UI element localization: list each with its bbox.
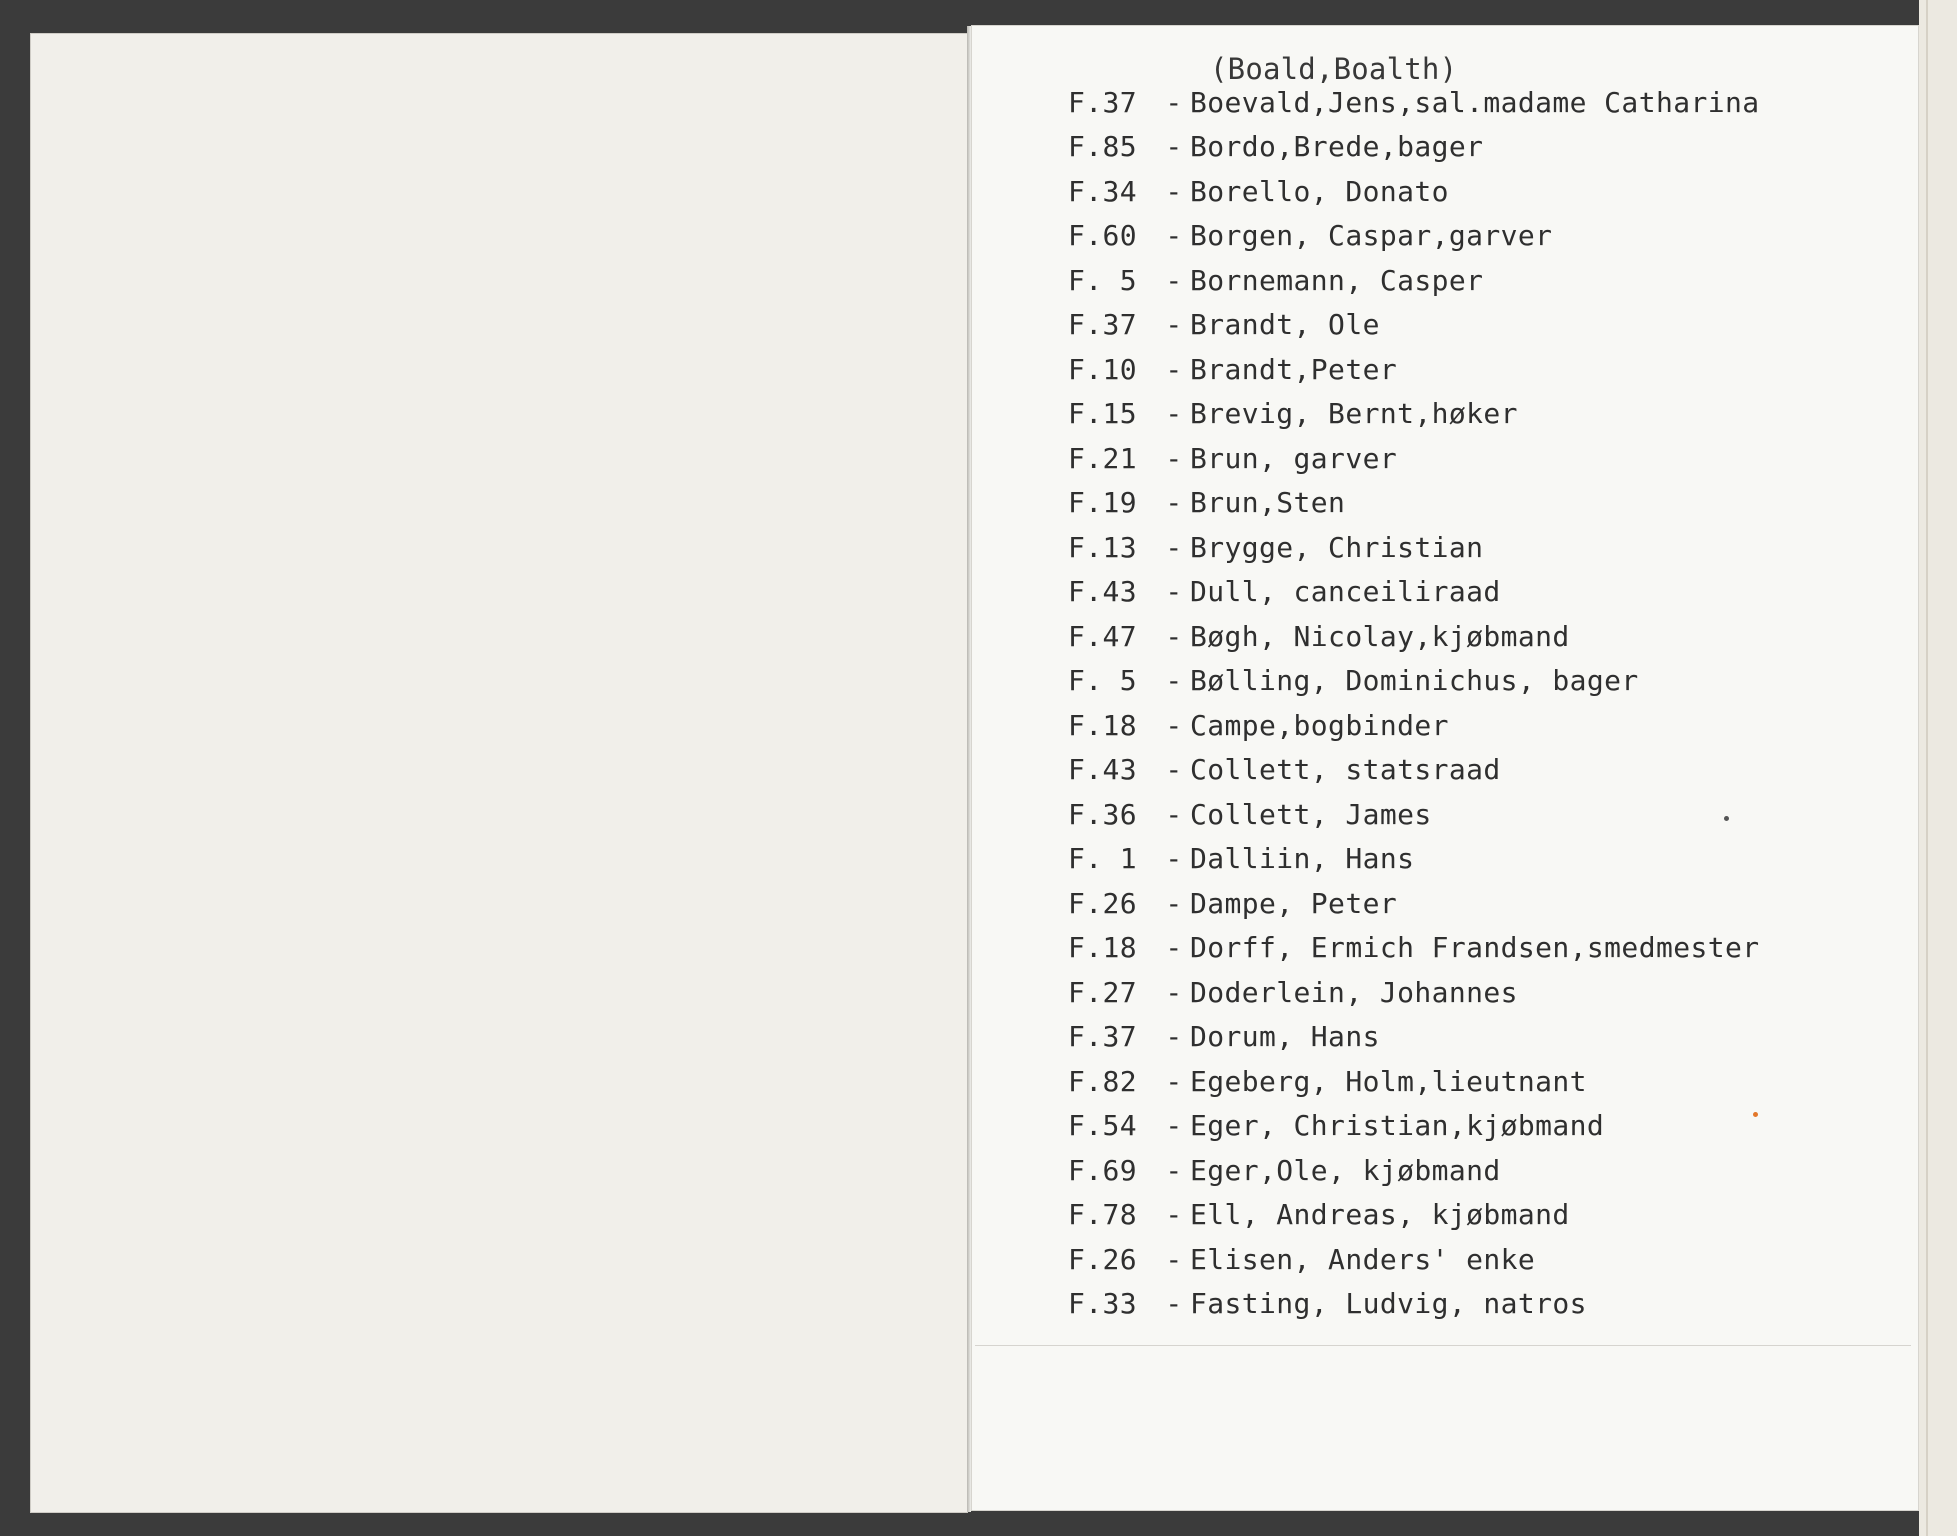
- index-entry: [1068, 392, 1760, 437]
- index-entry: [1068, 570, 1760, 615]
- entry-name: Campe,bogbinder: [1190, 708, 1449, 742]
- entry-reference: F. 1: [1068, 842, 1138, 876]
- entry-name: Ell, Andreas, kjøbmand: [1190, 1198, 1570, 1232]
- entry-reference: F. 5: [1068, 664, 1138, 698]
- index-entry: [1068, 881, 1760, 926]
- entry-name: Bornemann, Casper: [1190, 263, 1484, 297]
- entry-separator: -: [1165, 1287, 1183, 1321]
- index-entry: [1068, 125, 1760, 170]
- entry-name: Eger,Ole, kjøbmand: [1190, 1153, 1501, 1187]
- index-entry: [1068, 1237, 1760, 1282]
- index-entry: [1068, 1193, 1760, 1238]
- index-entry: [1068, 703, 1760, 748]
- entry-name: Eger, Christian,kjøbmand: [1190, 1109, 1605, 1143]
- index-entry: [1068, 169, 1760, 214]
- entry-reference: F.10: [1068, 352, 1138, 386]
- entry-name: Boevald,Jens,sal.madame Catharina: [1190, 85, 1760, 119]
- entry-reference: F.37: [1068, 85, 1138, 119]
- entry-separator: -: [1165, 1153, 1183, 1187]
- entry-separator: -: [1165, 130, 1183, 164]
- entry-reference: F.43: [1068, 575, 1138, 609]
- entry-reference: F.15: [1068, 397, 1138, 431]
- entry-name: Brygge, Christian: [1190, 530, 1484, 564]
- entry-name: Borgen, Caspar,garver: [1190, 219, 1553, 253]
- entry-name: Collett, statsraad: [1190, 753, 1501, 787]
- entry-name: Bøgh, Nicolay,kjøbmand: [1190, 619, 1570, 653]
- entry-separator: -: [1165, 575, 1183, 609]
- entry-name: Bordo,Brede,bager: [1190, 130, 1484, 164]
- index-entry: [1068, 837, 1760, 882]
- entry-separator: -: [1165, 797, 1183, 831]
- entry-reference: F.82: [1068, 1064, 1138, 1098]
- index-entry: [1068, 303, 1760, 348]
- entry-reference: F.85: [1068, 130, 1138, 164]
- entry-name: Brevig, Bernt,høker: [1190, 397, 1518, 431]
- entry-separator: -: [1165, 530, 1183, 564]
- index-entry: [1068, 347, 1760, 392]
- entry-name: Egeberg, Holm,lieutnant: [1190, 1064, 1587, 1098]
- entry-name: Dorum, Hans: [1190, 1020, 1380, 1054]
- index-entry: [1068, 80, 1760, 125]
- entry-reference: F.18: [1068, 708, 1138, 742]
- entry-reference: F.34: [1068, 174, 1138, 208]
- entry-name: Brun, garver: [1190, 441, 1398, 475]
- index-entry: [1068, 970, 1760, 1015]
- entry-reference: F.37: [1068, 1020, 1138, 1054]
- entry-reference: F.21: [1068, 441, 1138, 475]
- entry-separator: -: [1165, 441, 1183, 475]
- index-entry: [1068, 1104, 1760, 1149]
- entry-separator: -: [1165, 486, 1183, 520]
- orange-dot-mark: [1753, 1112, 1758, 1117]
- entry-separator: -: [1165, 753, 1183, 787]
- index-entry: [1068, 436, 1760, 481]
- entry-reference: F.18: [1068, 931, 1138, 965]
- entry-reference: F.69: [1068, 1153, 1138, 1187]
- index-entry: [1068, 481, 1760, 526]
- page-bottom-rule: [975, 1345, 1911, 1346]
- entry-name: Borello, Donato: [1190, 174, 1449, 208]
- entry-reference: F.43: [1068, 753, 1138, 787]
- index-entry: [1068, 926, 1760, 971]
- entry-reference: F.27: [1068, 975, 1138, 1009]
- index-entry: [1068, 258, 1760, 303]
- index-entry: [1068, 614, 1760, 659]
- page-edge-strip: [1919, 0, 1957, 1536]
- entry-name: Doderlein, Johannes: [1190, 975, 1518, 1009]
- index-entry: [1068, 792, 1760, 837]
- index-entry: [1068, 1015, 1760, 1060]
- entry-separator: -: [1165, 1020, 1183, 1054]
- ink-dot-mark: [1724, 816, 1729, 821]
- index-entry: [1068, 1148, 1760, 1193]
- index-heading: (Boald,Boalth): [1210, 52, 1458, 86]
- entry-separator: -: [1165, 219, 1183, 253]
- entry-separator: -: [1165, 85, 1183, 119]
- entry-reference: F.19: [1068, 486, 1138, 520]
- entry-reference: F.54: [1068, 1109, 1138, 1143]
- entry-separator: -: [1165, 1109, 1183, 1143]
- entry-separator: -: [1165, 931, 1183, 965]
- entry-name: Dalliin, Hans: [1190, 842, 1415, 876]
- entry-reference: F.36: [1068, 797, 1138, 831]
- index-entry: [1068, 214, 1760, 259]
- entry-separator: -: [1165, 263, 1183, 297]
- entry-separator: -: [1165, 619, 1183, 653]
- entry-name: Dampe, Peter: [1190, 886, 1398, 920]
- entry-separator: -: [1165, 1198, 1183, 1232]
- entry-separator: -: [1165, 1064, 1183, 1098]
- index-entry: [1068, 659, 1760, 704]
- index-entry: [1068, 1059, 1760, 1104]
- entry-name: Brandt, Ole: [1190, 308, 1380, 342]
- left-blank-page: [30, 33, 968, 1513]
- entry-separator: -: [1165, 842, 1183, 876]
- entry-name: Elisen, Anders' enke: [1190, 1242, 1536, 1276]
- entry-name: Dorff, Ermich Frandsen,smedmester: [1190, 931, 1760, 965]
- entry-name: Bølling, Dominichus, bager: [1190, 664, 1639, 698]
- entry-separator: -: [1165, 1242, 1183, 1276]
- index-entry: [1068, 748, 1760, 793]
- entry-reference: F.26: [1068, 1242, 1138, 1276]
- entry-separator: -: [1165, 352, 1183, 386]
- index-entry: [1068, 1282, 1760, 1327]
- entry-reference: F.26: [1068, 886, 1138, 920]
- entry-name: Brun,Sten: [1190, 486, 1346, 520]
- entry-reference: F. 5: [1068, 263, 1138, 297]
- entry-name: Fasting, Ludvig, natros: [1190, 1287, 1587, 1321]
- entry-name: Dull, canceiliraad: [1190, 575, 1501, 609]
- index-entry-list: [1068, 80, 1760, 1326]
- entry-name: Brandt,Peter: [1190, 352, 1398, 386]
- entry-separator: -: [1165, 975, 1183, 1009]
- entry-separator: -: [1165, 886, 1183, 920]
- entry-reference: F.47: [1068, 619, 1138, 653]
- entry-separator: -: [1165, 174, 1183, 208]
- entry-separator: -: [1165, 664, 1183, 698]
- entry-reference: F.78: [1068, 1198, 1138, 1232]
- entry-reference: F.13: [1068, 530, 1138, 564]
- entry-separator: -: [1165, 308, 1183, 342]
- entry-reference: F.60: [1068, 219, 1138, 253]
- entry-reference: F.37: [1068, 308, 1138, 342]
- entry-name: Collett, James: [1190, 797, 1432, 831]
- entry-reference: F.33: [1068, 1287, 1138, 1321]
- entry-separator: -: [1165, 708, 1183, 742]
- entry-separator: -: [1165, 397, 1183, 431]
- index-entry: [1068, 525, 1760, 570]
